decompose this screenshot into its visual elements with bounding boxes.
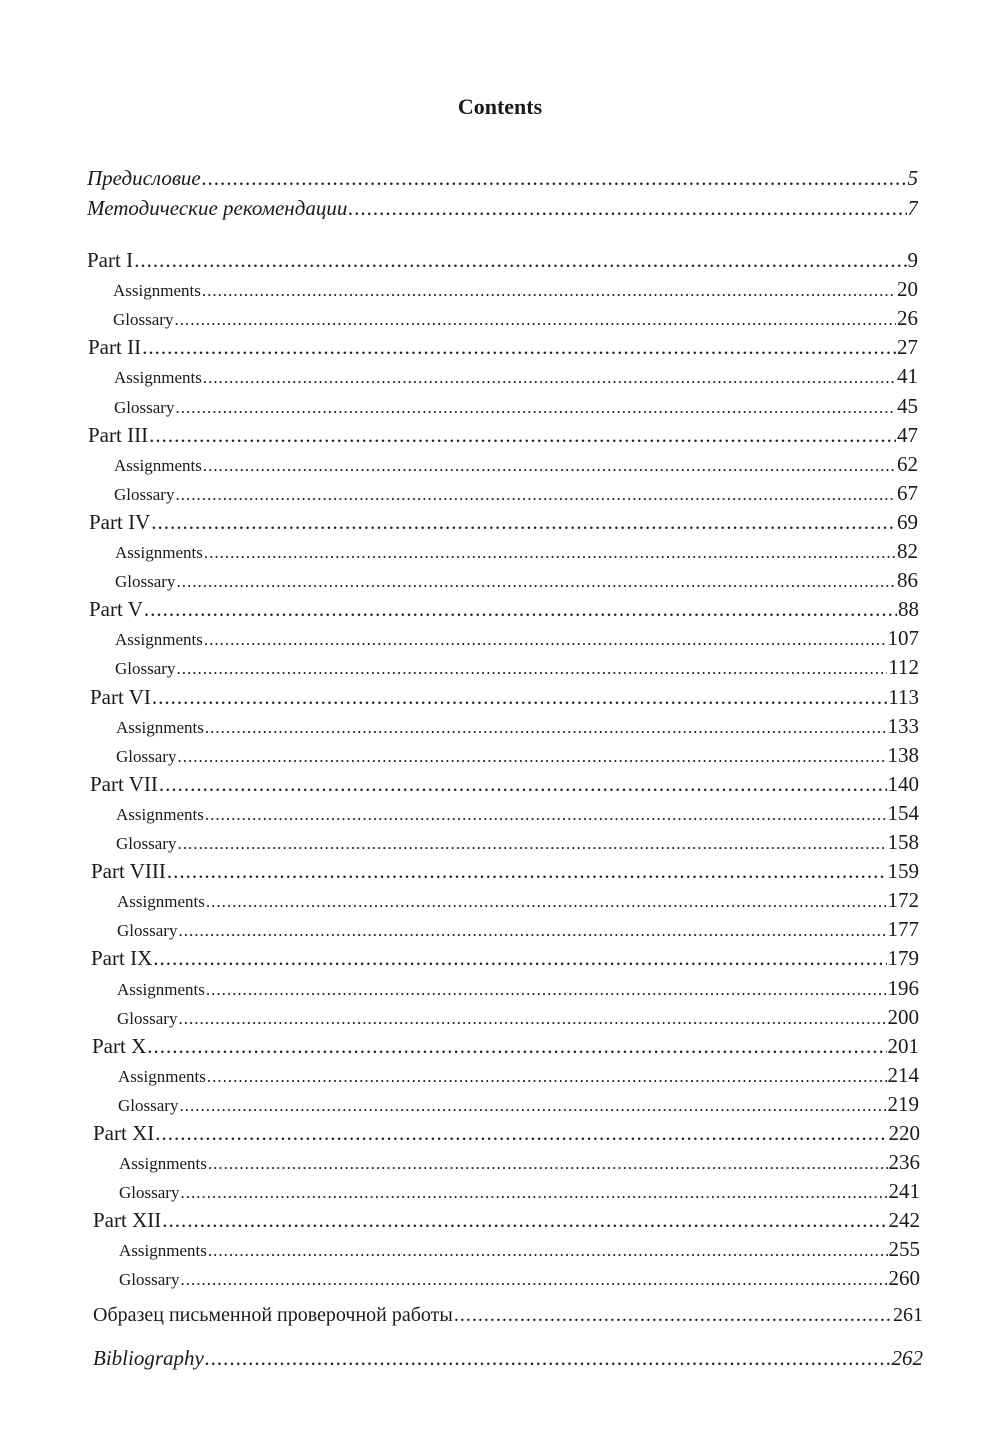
toc-page-number: 177 xyxy=(887,917,919,941)
toc-entry-label: Glossary xyxy=(116,747,177,766)
toc-subentry xyxy=(117,1005,919,1030)
toc-subentry xyxy=(119,1179,920,1204)
toc-page-number: 219 xyxy=(887,1092,919,1116)
toc-page-number: 88 xyxy=(898,597,919,621)
toc-page-number: 236 xyxy=(888,1150,920,1174)
toc-entry-label: Glossary xyxy=(118,1096,179,1115)
dot-leader xyxy=(167,859,887,884)
toc-entry-label: Part IV xyxy=(89,510,151,534)
dot-leader xyxy=(176,659,887,679)
toc-back-entry xyxy=(93,1346,923,1371)
toc-entry-label: Assignments xyxy=(114,456,202,475)
dot-leader xyxy=(205,1346,891,1371)
toc-page-number: 9 xyxy=(907,248,918,272)
toc-subentry xyxy=(113,277,918,302)
toc-entry-label: Part X xyxy=(92,1034,147,1058)
toc-page-number: 201 xyxy=(887,1034,919,1058)
dot-leader xyxy=(149,423,896,448)
toc-subentry xyxy=(115,626,919,651)
toc-subentry xyxy=(118,1063,919,1088)
toc-subentry xyxy=(115,539,918,564)
dot-leader xyxy=(179,1096,886,1116)
toc-page-number: 220 xyxy=(888,1121,920,1145)
toc-subentry xyxy=(119,1150,920,1175)
dot-leader xyxy=(178,1009,886,1029)
dot-leader xyxy=(205,718,887,738)
toc-part-entry xyxy=(87,248,918,273)
page-title: Contents xyxy=(457,94,543,119)
toc-entry-label: Образец письменной проверочной работы xyxy=(93,1304,453,1326)
toc-page-number: 41 xyxy=(897,364,918,388)
toc-part-entry xyxy=(90,685,919,710)
toc-part-entry xyxy=(93,1208,920,1233)
toc-subentry xyxy=(117,888,919,913)
toc-subentry xyxy=(116,801,919,826)
toc-page-number: 138 xyxy=(887,743,919,767)
toc-page-number: 260 xyxy=(888,1266,920,1290)
toc-page-number: 159 xyxy=(887,859,919,883)
toc-subentry xyxy=(117,976,919,1001)
toc-entry-label: Assignments xyxy=(117,980,205,999)
toc-entry-label: Assignments xyxy=(117,892,205,911)
dot-leader xyxy=(206,892,887,912)
toc-entry-label: Part VI xyxy=(90,685,151,709)
toc-page-number: 262 xyxy=(891,1346,923,1370)
toc-page-number: 27 xyxy=(897,335,918,359)
dot-leader xyxy=(142,335,896,360)
toc-entry-label: Glossary xyxy=(117,1009,178,1028)
toc-part-entry xyxy=(89,510,918,535)
toc-part-entry xyxy=(92,1034,919,1059)
toc-page-number: 86 xyxy=(897,568,918,592)
toc-part-entry xyxy=(90,772,919,797)
toc-page-number: 196 xyxy=(887,976,919,1000)
toc-subentry xyxy=(115,568,918,593)
toc-subentry xyxy=(114,364,918,389)
toc-page-number: 26 xyxy=(897,306,918,330)
toc-entry-label: Assignments xyxy=(119,1154,207,1173)
toc-page-number: 242 xyxy=(888,1208,920,1232)
toc-page-number: 107 xyxy=(887,626,919,650)
dot-leader xyxy=(208,1154,888,1174)
toc-page-number: 20 xyxy=(897,277,918,301)
toc-entry-label: Part VII xyxy=(90,772,158,796)
toc-subentry xyxy=(117,917,919,942)
dot-leader xyxy=(177,747,886,767)
toc-entry-label: Assignments xyxy=(119,1241,207,1260)
toc-subentry xyxy=(114,452,918,477)
toc-page-number: 47 xyxy=(897,423,918,447)
toc-entry-label: Part XII xyxy=(93,1208,162,1232)
toc-entry-label: Glossary xyxy=(113,310,174,329)
toc-subentry xyxy=(114,394,918,419)
dot-leader xyxy=(208,1241,888,1261)
dot-leader xyxy=(180,1183,887,1203)
toc-subentry xyxy=(113,306,918,331)
dot-leader xyxy=(144,597,897,622)
toc-page-number: 5 xyxy=(907,166,918,190)
toc-part-entry xyxy=(88,423,918,448)
toc-entry-label: Glossary xyxy=(116,834,177,853)
dot-leader xyxy=(175,398,896,418)
toc-subentry xyxy=(119,1237,920,1262)
toc-entry-label: Part VIII xyxy=(91,859,166,883)
toc-back-entry xyxy=(93,1304,923,1327)
toc-entry-label: Part I xyxy=(87,248,134,272)
toc-entry-label: Part XI xyxy=(93,1121,155,1145)
toc-entry-label: Assignments xyxy=(118,1067,206,1086)
toc-part-entry xyxy=(89,597,919,622)
toc-entry-label: Методические рекомендации xyxy=(87,196,348,220)
toc-page-number: 261 xyxy=(893,1304,923,1326)
dot-leader xyxy=(203,456,896,476)
dot-leader xyxy=(454,1304,892,1327)
dot-leader xyxy=(206,980,887,1000)
toc-entry-label: Part II xyxy=(88,335,142,359)
toc-entry-label: Предисловие xyxy=(87,166,201,190)
toc-page-number: 255 xyxy=(888,1237,920,1261)
toc-entry-label: Assignments xyxy=(114,368,202,387)
toc-page-number: 179 xyxy=(887,946,919,970)
toc-entry-label: Glossary xyxy=(114,398,175,417)
dot-leader xyxy=(152,685,887,710)
toc-entry-label: Assignments xyxy=(115,630,203,649)
dot-leader xyxy=(348,196,906,221)
toc-part-entry xyxy=(91,946,919,971)
dot-leader xyxy=(153,946,886,971)
dot-leader xyxy=(207,1067,887,1087)
toc-front-entry xyxy=(87,196,918,221)
dot-leader xyxy=(205,805,887,825)
toc-entry-label: Assignments xyxy=(116,805,204,824)
dot-leader xyxy=(180,1270,887,1290)
toc-page-number: 172 xyxy=(887,888,919,912)
toc-entry-label: Part IX xyxy=(91,946,153,970)
dot-leader xyxy=(159,772,887,797)
toc-subentry xyxy=(114,481,918,506)
dot-leader xyxy=(202,166,907,191)
dot-leader xyxy=(176,572,896,592)
toc-page-number: 241 xyxy=(888,1179,920,1203)
dot-leader xyxy=(202,281,896,301)
dot-leader xyxy=(204,630,887,650)
toc-subentry xyxy=(115,655,919,680)
toc-part-entry xyxy=(91,859,919,884)
toc-subentry xyxy=(118,1092,919,1117)
toc-entry-label: Glossary xyxy=(115,659,176,678)
toc-page-number: 69 xyxy=(897,510,918,534)
toc-entry-label: Glossary xyxy=(117,921,178,940)
toc-entry-label: Assignments xyxy=(116,718,204,737)
dot-leader xyxy=(134,248,906,273)
toc-entry-label: Assignments xyxy=(113,281,201,300)
toc-entry-label: Glossary xyxy=(115,572,176,591)
toc-entry-label: Part V xyxy=(89,597,143,621)
dot-leader xyxy=(147,1034,886,1059)
toc-page-number: 62 xyxy=(897,452,918,476)
dot-leader xyxy=(151,510,896,535)
toc-entry-label: Glossary xyxy=(114,485,175,504)
toc-subentry xyxy=(119,1266,920,1291)
toc-part-entry xyxy=(93,1121,920,1146)
toc-entry-label: Part III xyxy=(88,423,149,447)
toc-page-number: 7 xyxy=(907,196,918,220)
dot-leader xyxy=(155,1121,887,1146)
dot-leader xyxy=(177,834,886,854)
toc-page-number: 140 xyxy=(887,772,919,796)
dot-leader xyxy=(204,543,896,563)
toc-front-entry xyxy=(87,166,918,191)
toc-page-number: 214 xyxy=(887,1063,919,1087)
dot-leader xyxy=(203,368,896,388)
toc-page-number: 158 xyxy=(887,830,919,854)
toc-page-number: 112 xyxy=(888,655,919,679)
toc-subentry xyxy=(116,714,919,739)
dot-leader xyxy=(162,1208,887,1233)
dot-leader xyxy=(174,310,896,330)
toc-entry-label: Bibliography xyxy=(93,1346,204,1370)
toc-page-number: 154 xyxy=(887,801,919,825)
toc-page-number: 45 xyxy=(897,394,918,418)
toc-page-number: 113 xyxy=(888,685,919,709)
toc-subentry xyxy=(116,743,919,768)
toc-subentry xyxy=(116,830,919,855)
toc-entry-label: Assignments xyxy=(115,543,203,562)
toc-page-number: 82 xyxy=(897,539,918,563)
toc-part-entry xyxy=(88,335,918,360)
dot-leader xyxy=(175,485,896,505)
toc-page-number: 200 xyxy=(887,1005,919,1029)
toc-page-number: 133 xyxy=(887,714,919,738)
toc-page-number: 67 xyxy=(897,481,918,505)
toc-entry-label: Glossary xyxy=(119,1270,180,1289)
dot-leader xyxy=(178,921,886,941)
toc-entry-label: Glossary xyxy=(119,1183,180,1202)
